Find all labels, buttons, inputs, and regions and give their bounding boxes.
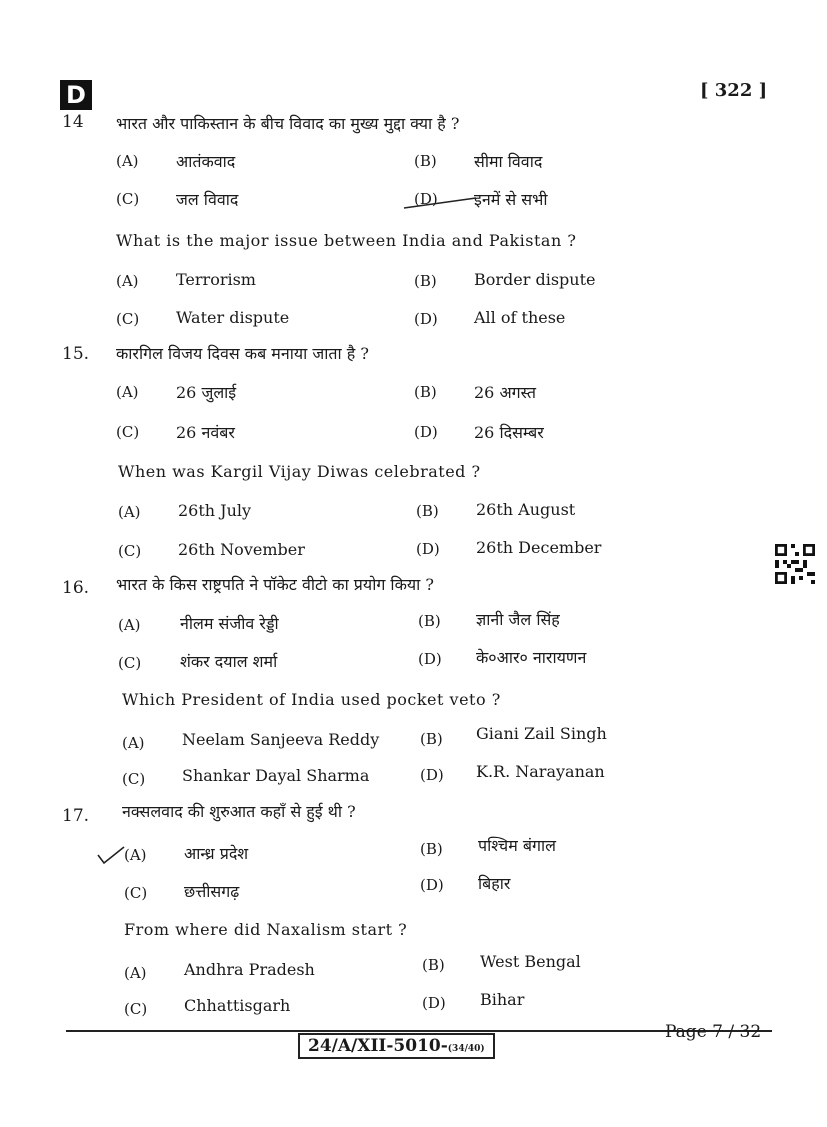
page-number: Page 7 / 32 <box>665 1022 762 1042</box>
option-text: 26th August <box>476 500 576 519</box>
option-label: (A) <box>116 383 139 401</box>
option-text: 26th November <box>178 540 305 559</box>
option-label: (C) <box>124 884 148 902</box>
option-text: नीलम संजीव रेड्डी <box>180 614 279 633</box>
option-text: All of these <box>474 308 566 327</box>
option-text: Shankar Dayal Sharma <box>182 766 370 785</box>
pen-strike-mark <box>402 196 478 212</box>
option-text: Border dispute <box>474 270 596 289</box>
option-label: (B) <box>414 152 437 170</box>
option-text: Terrorism <box>176 270 256 289</box>
option-text: Giani Zail Singh <box>476 724 607 743</box>
option-label: (D) <box>416 540 440 558</box>
option-label: (A) <box>124 846 147 864</box>
paper-number: [ 322 ] <box>700 80 768 101</box>
option-text: के०आर० नारायणन <box>476 648 587 667</box>
option-text: छत्तीसगढ़ <box>184 882 240 901</box>
option-label: (D) <box>420 766 444 784</box>
question-english: When was Kargil Vijay Diwas celebrated ? <box>118 462 481 481</box>
option-label: (C) <box>116 190 140 208</box>
option-label: (C) <box>116 423 140 441</box>
question-english: From where did Naxalism start ? <box>124 920 408 939</box>
option-label: (B) <box>422 956 445 974</box>
question-hindi: भारत और पाकिस्तान के बीच विवाद का मुख्य मुद्दा क्या है ? <box>116 114 460 133</box>
qr-code-icon <box>775 544 815 584</box>
option-label: (A) <box>116 272 139 290</box>
option-text: 26 नवंबर <box>176 423 235 442</box>
option-label: (D) <box>420 876 444 894</box>
option-text: Neelam Sanjeeva Reddy <box>182 730 380 749</box>
option-label: (A) <box>116 152 139 170</box>
option-label: (C) <box>118 654 142 672</box>
option-text: जल विवाद <box>176 190 239 209</box>
question-english: What is the major issue between India and Pakistan ? <box>116 231 577 250</box>
option-text: 26 दिसम्बर <box>474 423 544 442</box>
option-label: (B) <box>420 730 443 748</box>
option-label: (D) <box>414 310 438 328</box>
option-text: पश्चिम बंगाल <box>478 836 556 855</box>
option-text: ज्ञानी जैल सिंह <box>476 610 560 629</box>
option-label: (C) <box>124 1000 148 1018</box>
option-label: (B) <box>416 502 439 520</box>
question-number: 16. <box>62 578 90 598</box>
option-text: Chhattisgarh <box>184 996 291 1015</box>
paper-code-count: (34/40) <box>447 1044 485 1054</box>
option-label: (B) <box>414 383 437 401</box>
option-text: West Bengal <box>480 952 581 971</box>
option-label: (B) <box>420 840 443 858</box>
option-text: सीमा विवाद <box>474 152 543 171</box>
option-text: बिहार <box>478 874 511 893</box>
option-text: K.R. Narayanan <box>476 762 605 781</box>
option-text: 26th December <box>476 538 602 557</box>
option-label: (D) <box>422 994 446 1012</box>
question-number: 17. <box>62 806 90 826</box>
option-text: शंकर दयाल शर्मा <box>180 652 278 671</box>
option-text: 26th July <box>178 501 252 520</box>
option-text: 26 अगस्त <box>474 383 537 402</box>
set-badge: D <box>60 80 92 110</box>
option-label: (B) <box>418 612 441 630</box>
question-number: 14 <box>62 112 84 132</box>
question-hindi: नक्सलवाद की शुरुआत कहाँ से हुई थी ? <box>122 802 356 821</box>
option-label: (D) <box>414 190 438 208</box>
question-number: 15. <box>62 344 90 364</box>
option-label: (C) <box>118 542 142 560</box>
option-text: Water dispute <box>176 308 290 327</box>
option-label: (A) <box>118 616 141 634</box>
paper-code-box <box>298 1033 495 1059</box>
option-label: (B) <box>414 272 437 290</box>
pen-tick-mark <box>96 843 126 865</box>
option-text: इनमें से सभी <box>474 190 548 209</box>
option-label: (D) <box>414 423 438 441</box>
option-text: Andhra Pradesh <box>184 960 315 979</box>
question-english: Which President of India used pocket veto ? <box>122 690 501 709</box>
option-label: (C) <box>122 770 146 788</box>
option-label: (C) <box>116 310 140 328</box>
option-text: आन्ध्र प्रदेश <box>184 844 249 863</box>
paper-code: 24/A/XII-5010- <box>308 1036 448 1056</box>
question-hindi: कारगिल विजय दिवस कब मनाया जाता है ? <box>116 344 369 363</box>
option-label: (D) <box>418 650 442 668</box>
question-hindi: भारत के किस राष्ट्रपति ने पॉकेट वीटो का प्रयोग किया ? <box>116 575 434 594</box>
option-text: 26 जुलाई <box>176 383 237 402</box>
option-label: (A) <box>122 734 145 752</box>
option-text: Bihar <box>480 990 525 1009</box>
option-label: (A) <box>118 503 141 521</box>
option-label: (A) <box>124 964 147 982</box>
option-text: आतंकवाद <box>176 152 236 171</box>
